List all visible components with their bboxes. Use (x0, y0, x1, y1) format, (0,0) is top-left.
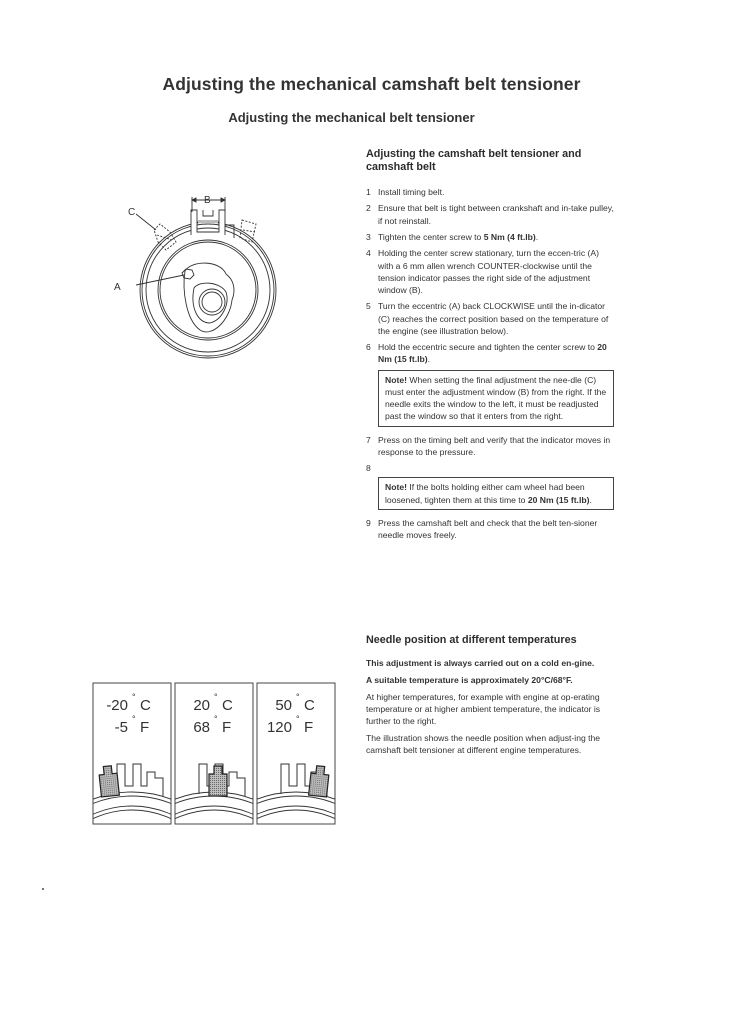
note-label: Note! (385, 374, 407, 385)
fahrenheit-unit: F (140, 719, 150, 736)
fahrenheit-value: -5 (114, 719, 128, 736)
suitable-temperature-note: A suitable temperature is approximately 20°C/68°F. (366, 674, 573, 685)
procedure-section (366, 148, 614, 545)
temperature-section (366, 634, 614, 761)
step-number: 7 (366, 434, 371, 445)
step-1 (366, 186, 614, 198)
note-text: If the bolts holding either cam wheel had been loosened, tighten them at this time to (385, 482, 585, 505)
step-text: Ensure that belt is tight between crankshaft and in-take pulley, if not reinstall. (378, 203, 614, 226)
step-text (378, 462, 614, 474)
note-text-end: . (589, 494, 592, 505)
step-text-part: . (535, 231, 539, 242)
note-text: When setting the final adjustment the nee-dle (C) must enter the adjustment window (B) from the right. If the needle exits the window to the left, it must be readjusted past the window so that it enters from the right. (385, 374, 607, 422)
note-box-1 (378, 370, 614, 427)
degree-symbol: ° (296, 714, 300, 724)
label-b: B (204, 195, 211, 206)
step-text-part: Hold the eccentric secure and tighten the center screw to (378, 342, 598, 353)
scan-speck (42, 888, 44, 890)
panel-frame (93, 683, 171, 824)
step-text: Install timing belt. (378, 187, 445, 197)
note-label: Note! (385, 482, 407, 493)
temperature-panels-svg (92, 682, 352, 827)
step-text: Holding the center screw stationary, turn the eccen-tric (A) with a 6 mm allen wrench COUNTER-clockwise until the tension indicator passes the right side of the adjustment window (B). (378, 248, 599, 295)
temperature-panels (92, 682, 352, 832)
step-number: 4 (366, 248, 371, 259)
torque-value: 20 Nm (15 ft.lb) (527, 494, 590, 505)
celsius-unit: C (222, 697, 233, 714)
label-c: C (128, 207, 136, 218)
step-text (378, 231, 614, 243)
step-text (378, 341, 614, 365)
step-text-part: Tighten the center screw to (378, 231, 484, 242)
degree-symbol: ° (132, 714, 136, 724)
step-number: 9 (366, 517, 371, 528)
fahrenheit-value: 68 (193, 719, 210, 736)
page-subtitle: Adjusting the mechanical belt tensioner (228, 110, 475, 125)
step-number: 3 (366, 231, 371, 242)
step-text: Press on the timing belt and verify that the indicator moves in response to the pressure. (378, 434, 611, 457)
tensioner-diagram (100, 180, 300, 360)
procedure-steps (366, 186, 614, 541)
page-title: Adjusting the mechanical camshaft belt tensioner (162, 74, 581, 94)
step-8 (366, 462, 614, 474)
step-2 (366, 202, 614, 226)
panel-frame (257, 683, 335, 824)
panel-frame (175, 683, 253, 824)
celsius-value: 20 (193, 697, 210, 714)
step-number: 1 (366, 187, 371, 197)
step-9 (366, 517, 614, 541)
fahrenheit-unit: F (304, 719, 314, 736)
step-text: Turn the eccentric (A) back CLOCKWISE until the in-dicator (C) reaches the correct position based on the temperature of the engine (see illustration below). (378, 301, 609, 336)
celsius-unit: C (304, 697, 315, 714)
procedure-heading: Adjusting the camshaft belt tensioner and camshaft belt (366, 148, 582, 173)
step-number: 5 (366, 301, 371, 312)
fahrenheit-unit: F (222, 719, 232, 736)
note-box-2 (378, 477, 614, 509)
degree-symbol: ° (296, 692, 300, 702)
step-3 (366, 231, 614, 243)
illustration-paragraph: The illustration shows the needle position when adjust-ing the camshaft belt tensioner at different engine temperatures. (366, 732, 601, 755)
celsius-value: -20 (106, 697, 128, 714)
torque-value: 5 Nm (4 ft.lb) (483, 231, 536, 242)
label-a: A (114, 282, 121, 293)
fahrenheit-value: 120 (266, 719, 292, 736)
step-7 (366, 434, 614, 458)
cold-engine-note: This adjustment is always carried out on a cold en-gine. (366, 658, 595, 668)
step-number: 6 (366, 342, 371, 353)
celsius-value: 50 (275, 697, 292, 714)
degree-symbol: ° (214, 714, 218, 724)
degree-symbol: ° (132, 692, 136, 702)
step-text: Press the camshaft belt and check that the belt ten-sioner needle moves freely. (378, 517, 598, 540)
higher-temperature-paragraph: At higher temperatures, for example with engine at op-erating temperature or at higher ambient temperature, the indicator is further to the right. (366, 691, 601, 726)
degree-symbol: ° (214, 692, 218, 702)
step-4 (366, 247, 614, 296)
step-6 (366, 341, 614, 365)
celsius-unit: C (140, 697, 151, 714)
step-5 (366, 300, 614, 337)
torque-value: 20 Nm (15 ft.lb) (378, 342, 607, 365)
step-text-part: . (427, 354, 431, 365)
step-number: 8 (366, 463, 371, 474)
temperature-heading: Needle position at different temperatures (366, 634, 577, 646)
step-number: 2 (366, 203, 371, 214)
